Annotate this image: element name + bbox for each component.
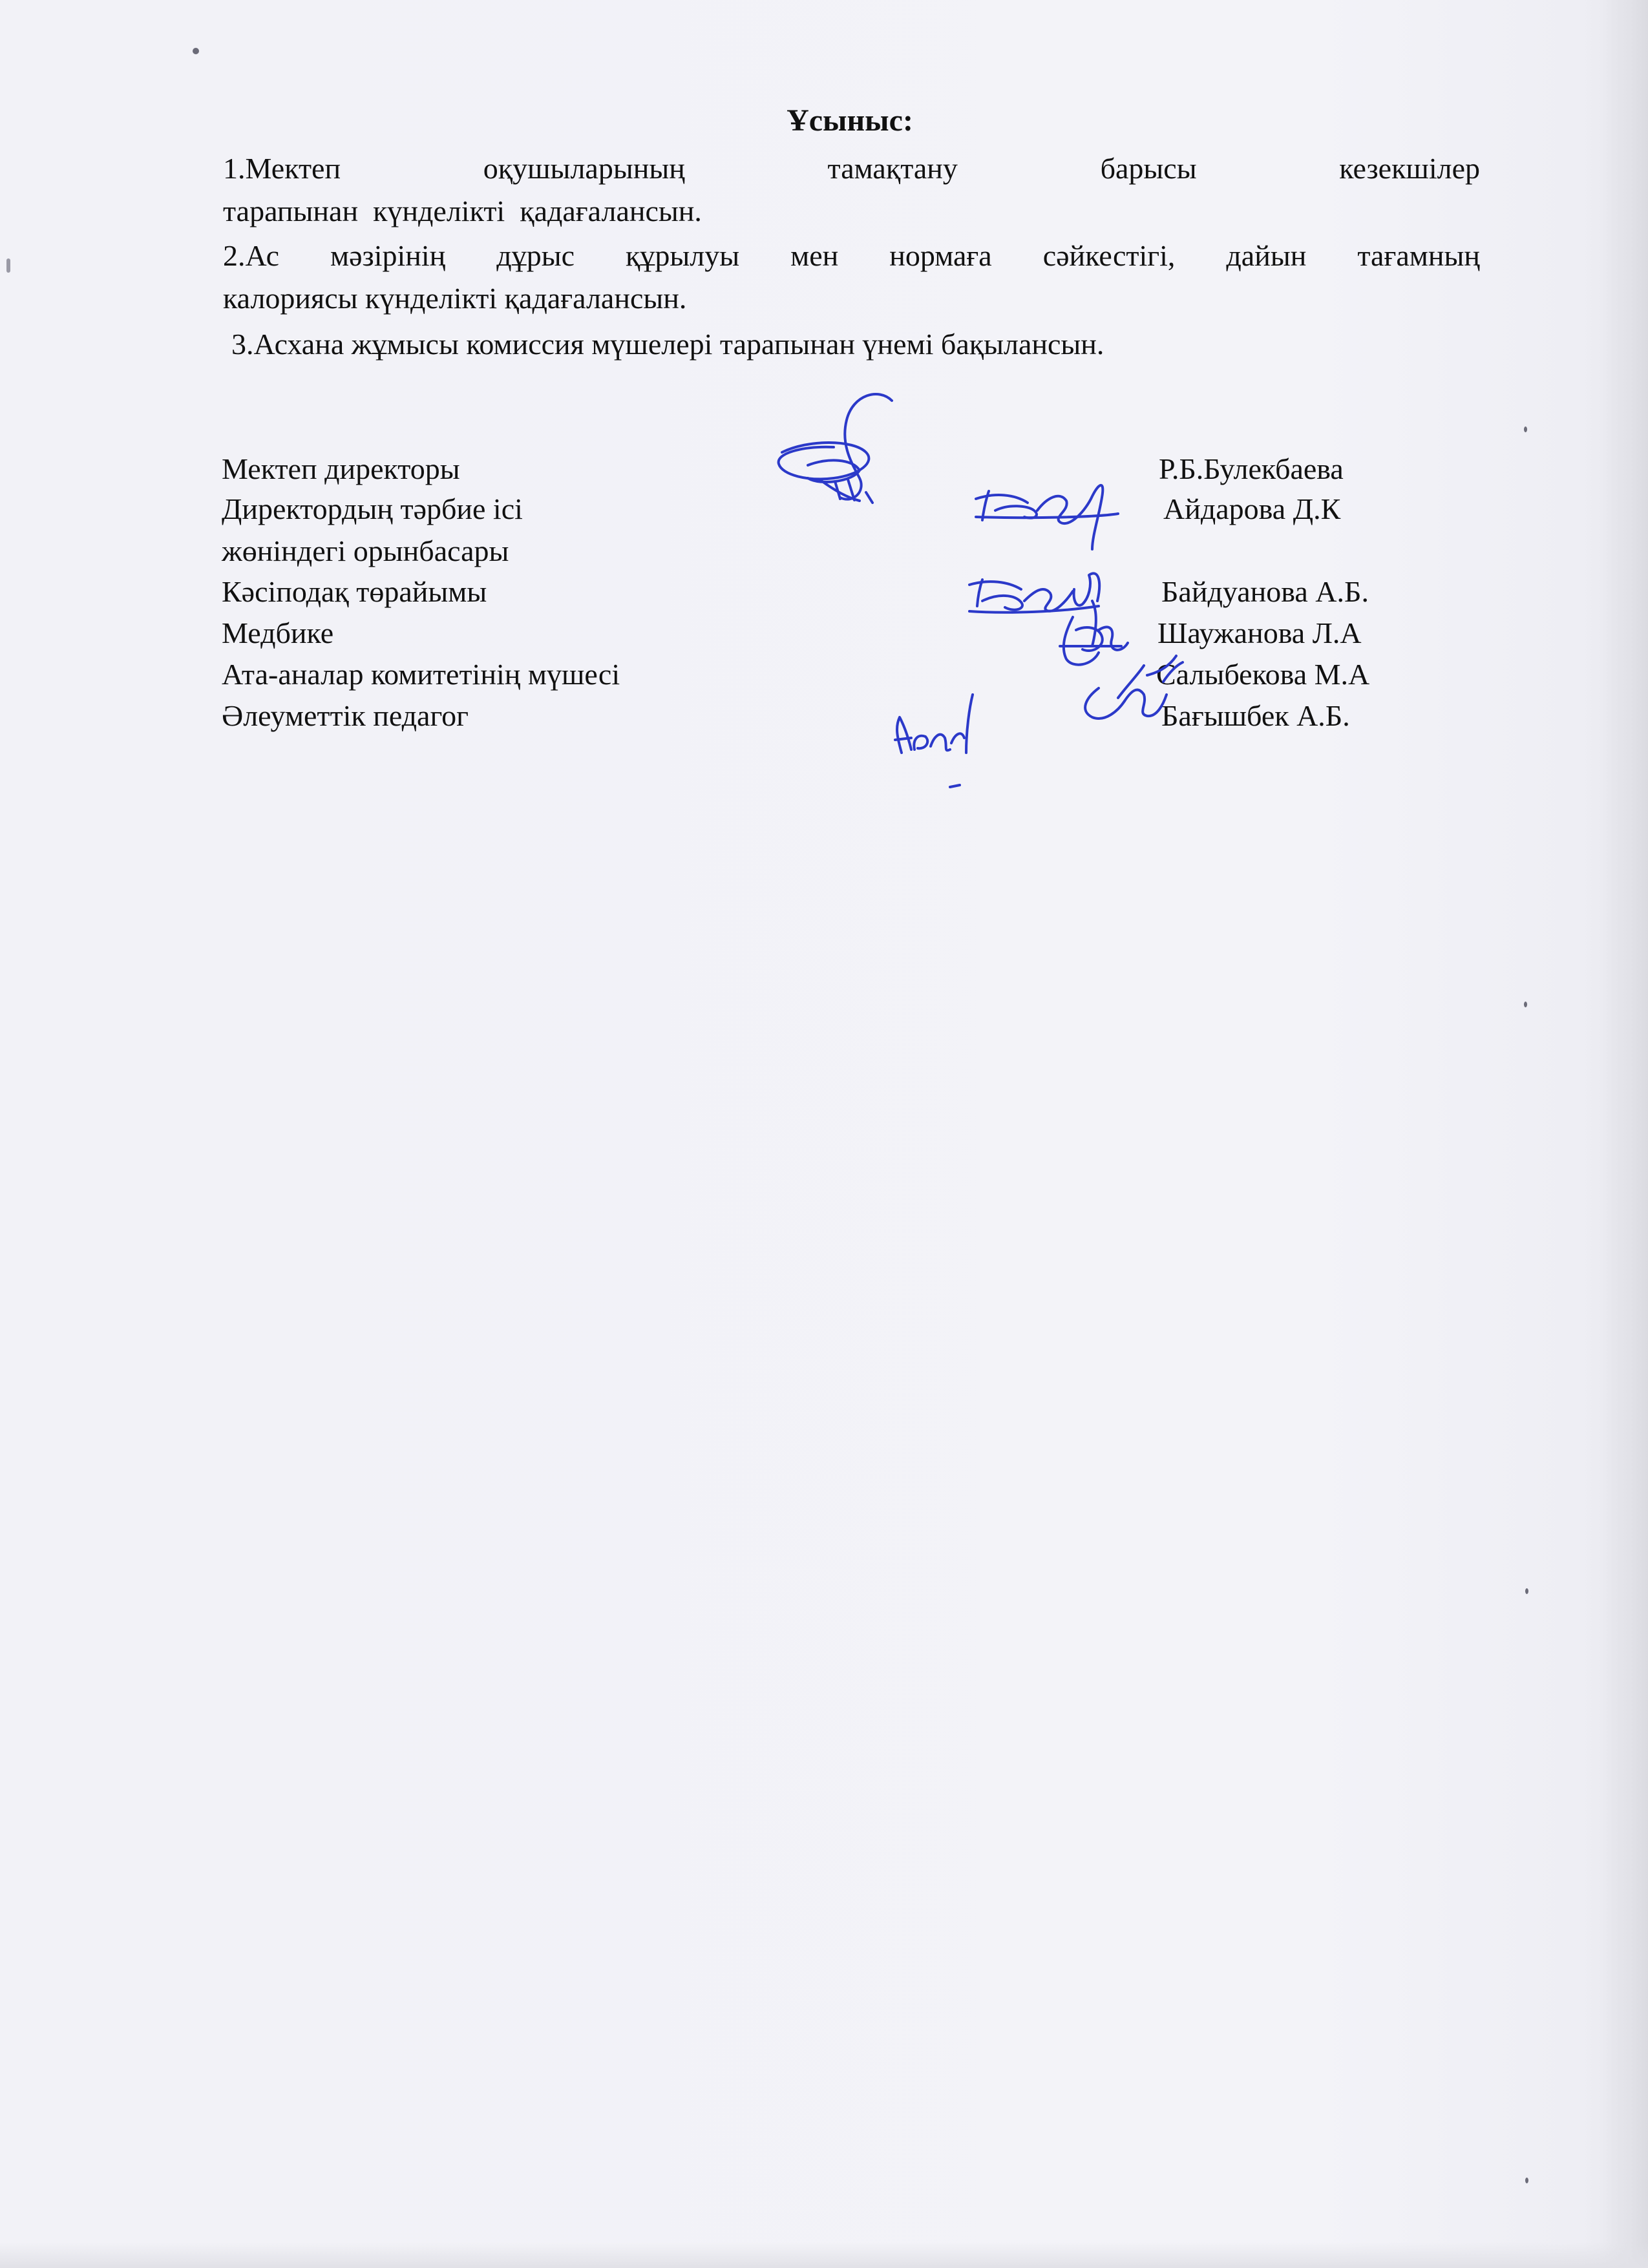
- scan-speck: [1525, 1588, 1528, 1594]
- scan-speck: [1524, 1002, 1527, 1007]
- word: кезекшілер: [1339, 152, 1480, 185]
- word: барысы: [1100, 152, 1197, 185]
- signatory-name-union-chair: Байдуанова А.Б.: [1161, 575, 1369, 608]
- signatory-role-social-pedagogue: Әлеуметтік педагог: [222, 699, 469, 732]
- recommendation-item-2-line-1: 2.Ас мәзірінің дұрыс құрылуы мен нормаға сәйкестігі, дайын тағамның: [223, 239, 1480, 272]
- signatory-role-director: Мектеп директоры: [222, 452, 460, 485]
- page-edge-shadow-bottom: [0, 2242, 1648, 2268]
- signatory-role-parent-committee: Ата-аналар комитетінің мүшесі: [222, 658, 620, 691]
- signature-aidarova-mark: [976, 485, 1118, 549]
- recommendation-item-2: [223, 235, 1480, 320]
- signatory-name-nurse: Шаужанова Л.А: [1157, 616, 1362, 649]
- signatory-name-deputy: Айдарова Д.К: [1163, 492, 1341, 525]
- recommendation-item-1-line-2: тарапынан күнделікті қадағалансын.: [223, 194, 702, 227]
- recommendation-item-1: [223, 147, 1480, 233]
- scan-speck: [1524, 426, 1527, 432]
- signature-director-mark: [779, 394, 892, 503]
- recommendation-item-3: 3.Асхана жұмысы комиссия мүшелері тарапынан үнемі бақылансын.: [231, 328, 1104, 361]
- recommendation-item-2-line-2: калориясы күнделікті қадағалансын.: [223, 282, 687, 315]
- page-edge-shadow-right: [1603, 0, 1648, 2268]
- word: тамақтану: [827, 152, 958, 185]
- signatory-role-deputy: Директордың тәрбие ісі: [222, 492, 523, 525]
- signature-shauzhanova-mark: [1060, 601, 1128, 665]
- word: 1.Мектеп: [223, 152, 341, 185]
- signature-baiduanova-mark: [969, 573, 1099, 612]
- word: оқушыларының: [483, 152, 685, 185]
- signatory-role-deputy-line-2: жөніндегі орынбасары: [222, 534, 509, 567]
- scan-speck: [1525, 2178, 1528, 2183]
- signatory-role-nurse: Медбике: [222, 616, 334, 649]
- signatory-name-director: Р.Б.Булекбаева: [1159, 452, 1344, 485]
- section-heading: Ұсыныс:: [787, 103, 913, 138]
- scan-speck: [193, 48, 199, 54]
- signatory-role-union-chair: Кәсіподақ төрайымы: [222, 575, 487, 608]
- signatory-name-parent-committee: Салыбекова М.А: [1156, 658, 1370, 691]
- recommendation-item-1-line-1: [223, 147, 1480, 190]
- signature-bagyshbek-mark: [895, 695, 973, 787]
- signatory-name-social-pedagogue: Бағышбек А.Б.: [1161, 699, 1350, 732]
- scan-speck: [6, 258, 10, 273]
